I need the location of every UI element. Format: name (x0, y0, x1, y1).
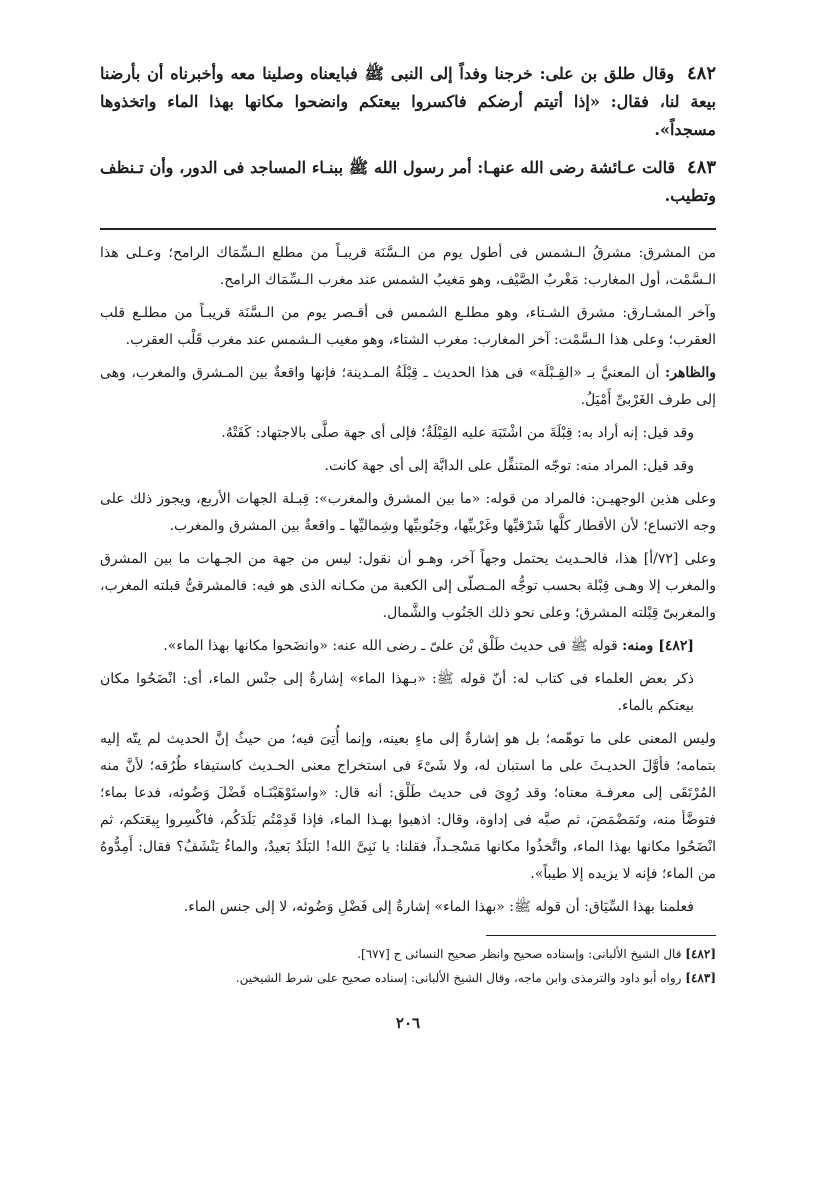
commentary-text: وعلى هذين الوجهيـن: فالمراد من قوله: «ما بين المشرق والمغرب»: قِبـلة الجهات الأربع، ويجوز ذلك على وجه الاتساع؛ لأن الأقطار كلَّها شَرْقيِّها وغَرْبيِّها، وجَنُوبيِّها وشِماليِّها ـ واقعةٌ بين المشرق والمغرب. (100, 491, 716, 534)
commentary-paragraph (100, 360, 716, 414)
page (100, 60, 716, 1032)
hadith-number: ٤٨٣ (686, 157, 716, 178)
commentary-text: وآخر المشـارق: مشرق الشـتاء، وهو مطلـع الشمس فى أقـصر يوم من الـسَّنَة قريبـاً من مطلـع قلب العقرب؛ وعلى هذا الـسَّمْت: آخر المغارب: مغرب الشتاء، وهو مغيب الـشمس عند مغرب قَلْب العقرب. (100, 305, 716, 348)
commentary-text: وعلى [٧٢/أ] هذا، فالحـديث يحتمل وجهاً آخر، وهـو أن نقول: ليس من جهة من الجـهات ما بين المشرق والمغرب إلا وهـى قِبْلة بحسب توجُّه المـصلّى إلى الكعبة من مكـانه الذى هو فيه: فالمشرقىُّ قبلته المغرب، والمغربىّ قِبْلته المشرق؛ وعلى نحو ذلك الجَنُوب والشَّمال. (100, 551, 716, 621)
hadith-483 (100, 154, 716, 210)
commentary-paragraph (100, 453, 716, 480)
section-divider (100, 228, 716, 230)
commentary-text: ذكر بعض العلماء فى كتاب له: أنّ قوله ﷺ: «بـهذا الماء» إشارةٌ إلى جنْس الماء، أى: انْضَحُوا مكان بيعتكم بالماء. (100, 671, 694, 714)
footnote-text: رواه أبو داود والترمذى وابن ماجه، وقال الشيخ الألبانى: إسناده صحيح على شرط الشيخين. (235, 971, 682, 985)
commentary-text: قوله ﷺ فى حديث طَلْق بْن علىّ ـ رضى الله عنه: «وانضَحوا مكانها بهذا الماء». (163, 638, 618, 654)
hadith-section (100, 60, 716, 210)
commentary-lead: والظاهر: (665, 365, 716, 381)
commentary-paragraph (100, 894, 716, 921)
footnote-text: قال الشيخ الألبانى: وإسناده صحيح وانظر صحيح النسائى ح [٦٧٧]. (357, 947, 682, 961)
commentary-text: وقد قيل: المراد منه: توجّه المتنفِّل على الدابَّة إلى أى جهة كانت. (324, 458, 694, 474)
commentary-lead: [٤٨٢] ومنه: (622, 638, 694, 654)
commentary-paragraph (100, 726, 716, 888)
footnote-number: [٤٨٢] (685, 947, 716, 961)
commentary-text: من المشرق: مشرقُ الـشمس فى أطول يوم من الـسَّنَة قريبـاً من مطلع الـسِّمَاك الرامح؛ وعـلى هذا الـسَّمْت، أول المغارب: مَغْربُ الصَّيْف، وهو مَغيبُ الشمس عند مغرب الـسِّمَاك الرامح. (100, 245, 716, 288)
hadith-number: ٤٨٢ (686, 63, 716, 84)
commentary-paragraph (100, 420, 716, 447)
footnotes-section (100, 944, 716, 988)
footnote-number: [٤٨٣] (685, 971, 716, 985)
commentary-text: فعلمنا بهذا السِّيَاق: أن قوله ﷺ: «بهذا الماء» إشارةٌ إلى فَضْلِ وَضُوئه، لا إلى جنس الماء. (183, 899, 694, 915)
commentary-paragraph (100, 486, 716, 540)
commentary-paragraph (100, 546, 716, 627)
commentary-section (100, 240, 716, 921)
commentary-paragraph (100, 300, 716, 354)
footnote (100, 968, 716, 988)
commentary-paragraph (100, 240, 716, 294)
page-number: ٢٠٦ (395, 1014, 421, 1032)
commentary-text: وليس المعنى على ما توهّمه؛ بل هو إشارةٌ إلى ماءٍ بعينه، وإنما أُتِىَ فيه؛ من حيثُ إنَّ الحديث لم يتّه إليه بتمامه؛ فأوَّلَ الحديـثَ على ما استبان له، ولا شَىْءَ فى استخراج معنى الحـديث كاستيفاء طُرُقه؛ لأنَّ منه المُرْتَقَى إلى معرفـة معناه؛ وقد رُوِىَ فى حديث طَلْق: أنه قال: «واستَوْهَبْنَـاه فَضْلَ وَضُوئه، فدعا بماء؛ فتوضَّأ منه، وتَمَضْمَضَ، ثم صبَّه فى إداوة، وقال: اذهبوا بهـذا الماء، فإذا قَدِمْتُم بَلَدَكُم، فاكْسِروا بِيعَتكم، ثم انْضَحُوا مكانها بهذا الماء، واتَّخذُوا مكانها مَسْجـداً، فقلنا: يا نَبِىَّ الله! البَلَدُ بَعيدٌ، والماءُ يَنْشَفُ؟ فقال: أَمِدُّوهُ من الماء؛ فإنه لا يزيده إلا طيباً». (100, 731, 716, 882)
footnote (100, 944, 716, 964)
commentary-paragraph (100, 633, 716, 660)
commentary-paragraph (100, 666, 716, 720)
commentary-text: أن المعنيَّ بـ «القِـبْلَة» فى هذا الحديث ـ قِبْلَةُ المـدينة؛ فإنها واقعةٌ بين المـشرق والمغرب، وهى إلى طرف الغَرْبىِّ أَمْيَلُ. (100, 365, 716, 408)
hadith-482 (100, 60, 716, 144)
commentary-text: وقد قيل: إنه أراد به: قِبْلَةَ من اشْتَبَهَ عليه القِبْلَةُ؛ فإلى أى جهة صلَّى بالاجتهاد: كَفَتْهُ. (221, 425, 694, 441)
hadith-text: قالت عـائشة رضى الله عنهـا: أمر رسول الله ﷺ ببنـاء المساجد فى الدور، وأن تـنظف وتطيب. (100, 158, 716, 205)
hadith-text: وقال طلق بن على: خرجنا وفداً إلى النبى ﷺ فبايعناه وصلينا معه وأخبرناه أن بأرضنا بيعة لنا، فقال: «إذا أتيتم أرضكم فاكسروا بيعتكم وانضحوا مكانها بهذا الماء واتخذوها مسجداً». (100, 64, 716, 139)
footnote-divider (486, 935, 716, 936)
